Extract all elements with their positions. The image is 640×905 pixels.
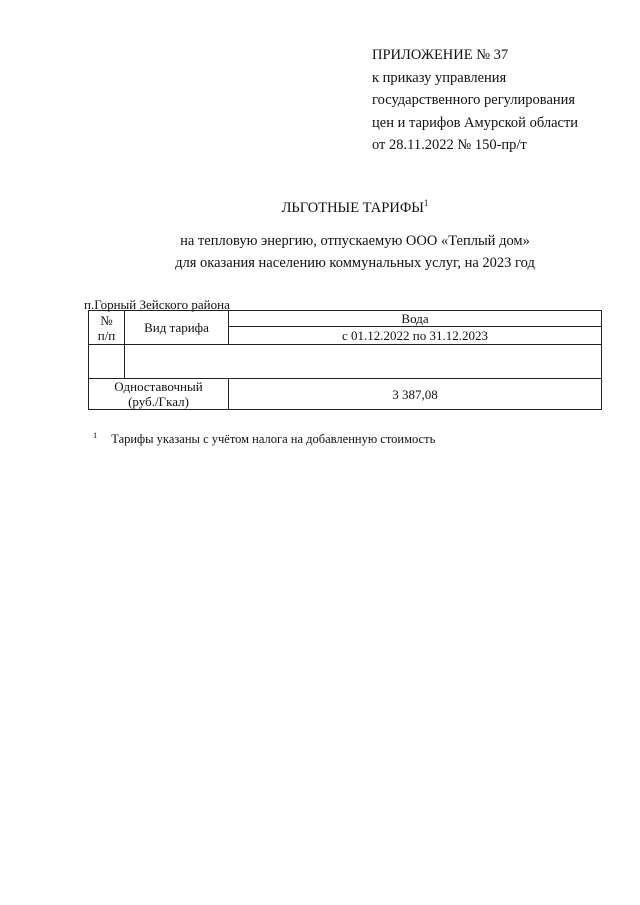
appendix-line-3: государственного регулирования xyxy=(372,92,576,108)
header-number-abbr: п/п xyxy=(97,327,116,343)
document-subtitle xyxy=(0,230,640,274)
empty-merged-cell xyxy=(125,345,602,379)
footnote-mark: 1 xyxy=(93,430,98,440)
footnote xyxy=(93,430,435,447)
locality-label: п.Горный Зейского района xyxy=(84,297,230,312)
title-text: ЛЬГОТНЫЕ ТАРИФЫ xyxy=(281,200,424,216)
subtitle-line-1: на тепловую энергию, отпускаемую ООО «Теплый дом» xyxy=(180,233,530,249)
title-footnote-mark: 1 xyxy=(423,198,429,209)
row-tariff-unit: (руб./Гкал) xyxy=(128,394,189,409)
row-tariff-value: 3 387,08 xyxy=(229,379,602,410)
row-tariff-name: Одноставочный xyxy=(114,379,203,394)
footnote-text: Тарифы указаны с учётом налога на добавленную стоимость xyxy=(111,432,436,447)
header-number-cell xyxy=(89,311,125,345)
tariff-table xyxy=(88,310,602,410)
header-water: Вода xyxy=(229,311,602,327)
header-period: с 01.12.2022 по 31.12.2023 xyxy=(229,327,602,345)
appendix-block xyxy=(372,44,578,157)
appendix-line-2: к приказу управления xyxy=(372,69,507,86)
table-header-row xyxy=(89,311,602,327)
document-title xyxy=(0,200,640,217)
appendix-date: от 28.11.2022 № 150-пр/т xyxy=(372,137,527,153)
appendix-line-4: цен и тарифов Амурской области xyxy=(372,114,579,131)
subtitle-line-2: для оказания населению коммунальных услуг, на 2023 год xyxy=(175,255,535,271)
table-empty-row xyxy=(89,345,602,379)
table-row xyxy=(89,379,602,410)
header-tariff-type: Вид тарифа xyxy=(125,311,229,345)
empty-number-cell xyxy=(89,345,125,379)
header-number-symbol: № xyxy=(100,312,113,328)
row-tariff-type xyxy=(89,379,229,410)
appendix-number: ПРИЛОЖЕНИЕ № 37 xyxy=(372,47,509,63)
